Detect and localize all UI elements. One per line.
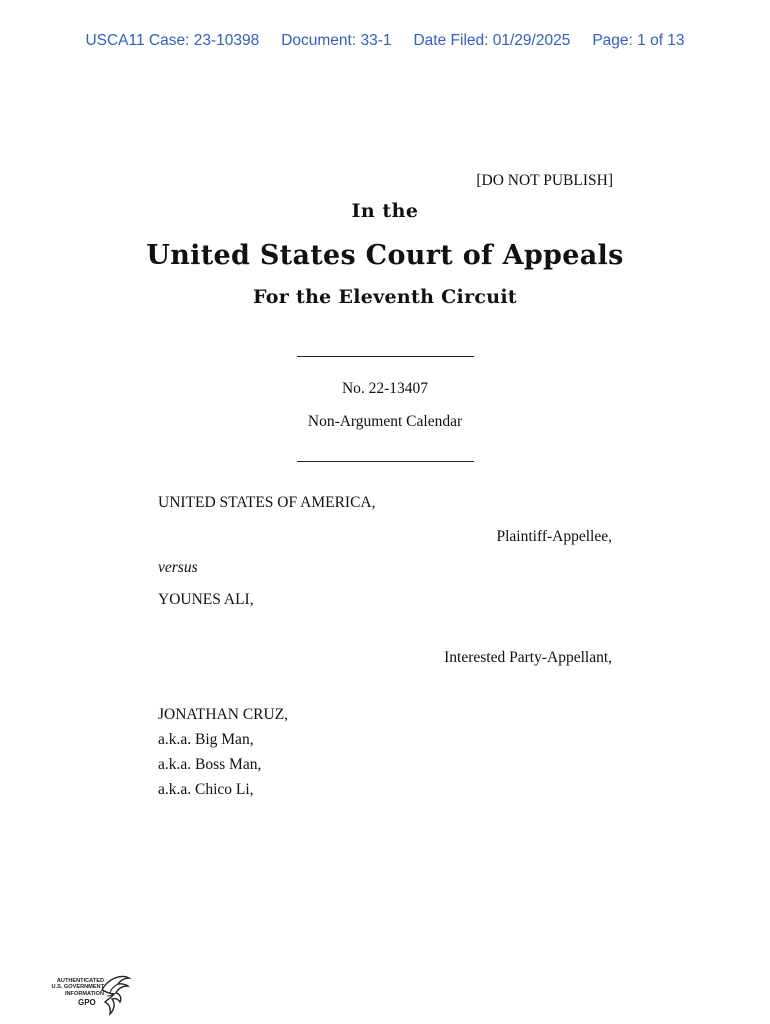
defendant-alias: a.k.a. Boss Man, <box>158 756 262 773</box>
case-number: No. 22-13407 <box>341 380 429 397</box>
divider-rule <box>297 356 474 357</box>
court-intro: In the <box>351 200 419 222</box>
party-role-plaintiff: Plaintiff-Appellee, <box>496 528 612 545</box>
publication-status: [DO NOT PUBLISH] <box>476 172 613 189</box>
gpo-authentication-seal <box>44 972 130 1018</box>
calendar-type: Non-Argument Calendar <box>307 413 463 430</box>
page-indicator: Page: 1 of 13 <box>592 32 685 49</box>
divider-rule <box>297 461 474 462</box>
seal-line: AUTHENTICATED <box>56 978 104 984</box>
defendant-alias: a.k.a. Big Man, <box>158 731 254 748</box>
case-id: USCA11 Case: 23-10398 <box>85 32 260 49</box>
seal-line: INFORMATION <box>64 990 104 997</box>
seal-mark: GPO <box>78 998 96 1007</box>
document-number: Document: 33-1 <box>281 32 392 49</box>
eagle-icon <box>98 972 132 1018</box>
court-name: United States Court of Appeals <box>146 240 624 271</box>
seal-line: U.S. GOVERNMENT <box>51 984 104 991</box>
date-filed: Date Filed: 01/29/2025 <box>413 32 571 49</box>
versus-label: versus <box>158 559 198 576</box>
filing-header <box>0 32 770 50</box>
party-interested: YOUNES ALI, <box>158 591 254 608</box>
party-plaintiff: UNITED STATES OF AMERICA, <box>158 494 376 511</box>
seal-text <box>44 978 104 997</box>
party-role-interested: Interested Party-Appellant, <box>444 649 612 666</box>
party-defendant: JONATHAN CRUZ, <box>158 706 289 723</box>
court-circuit: For the Eleventh Circuit <box>253 286 517 308</box>
defendant-alias: a.k.a. Chico Li, <box>158 781 254 798</box>
